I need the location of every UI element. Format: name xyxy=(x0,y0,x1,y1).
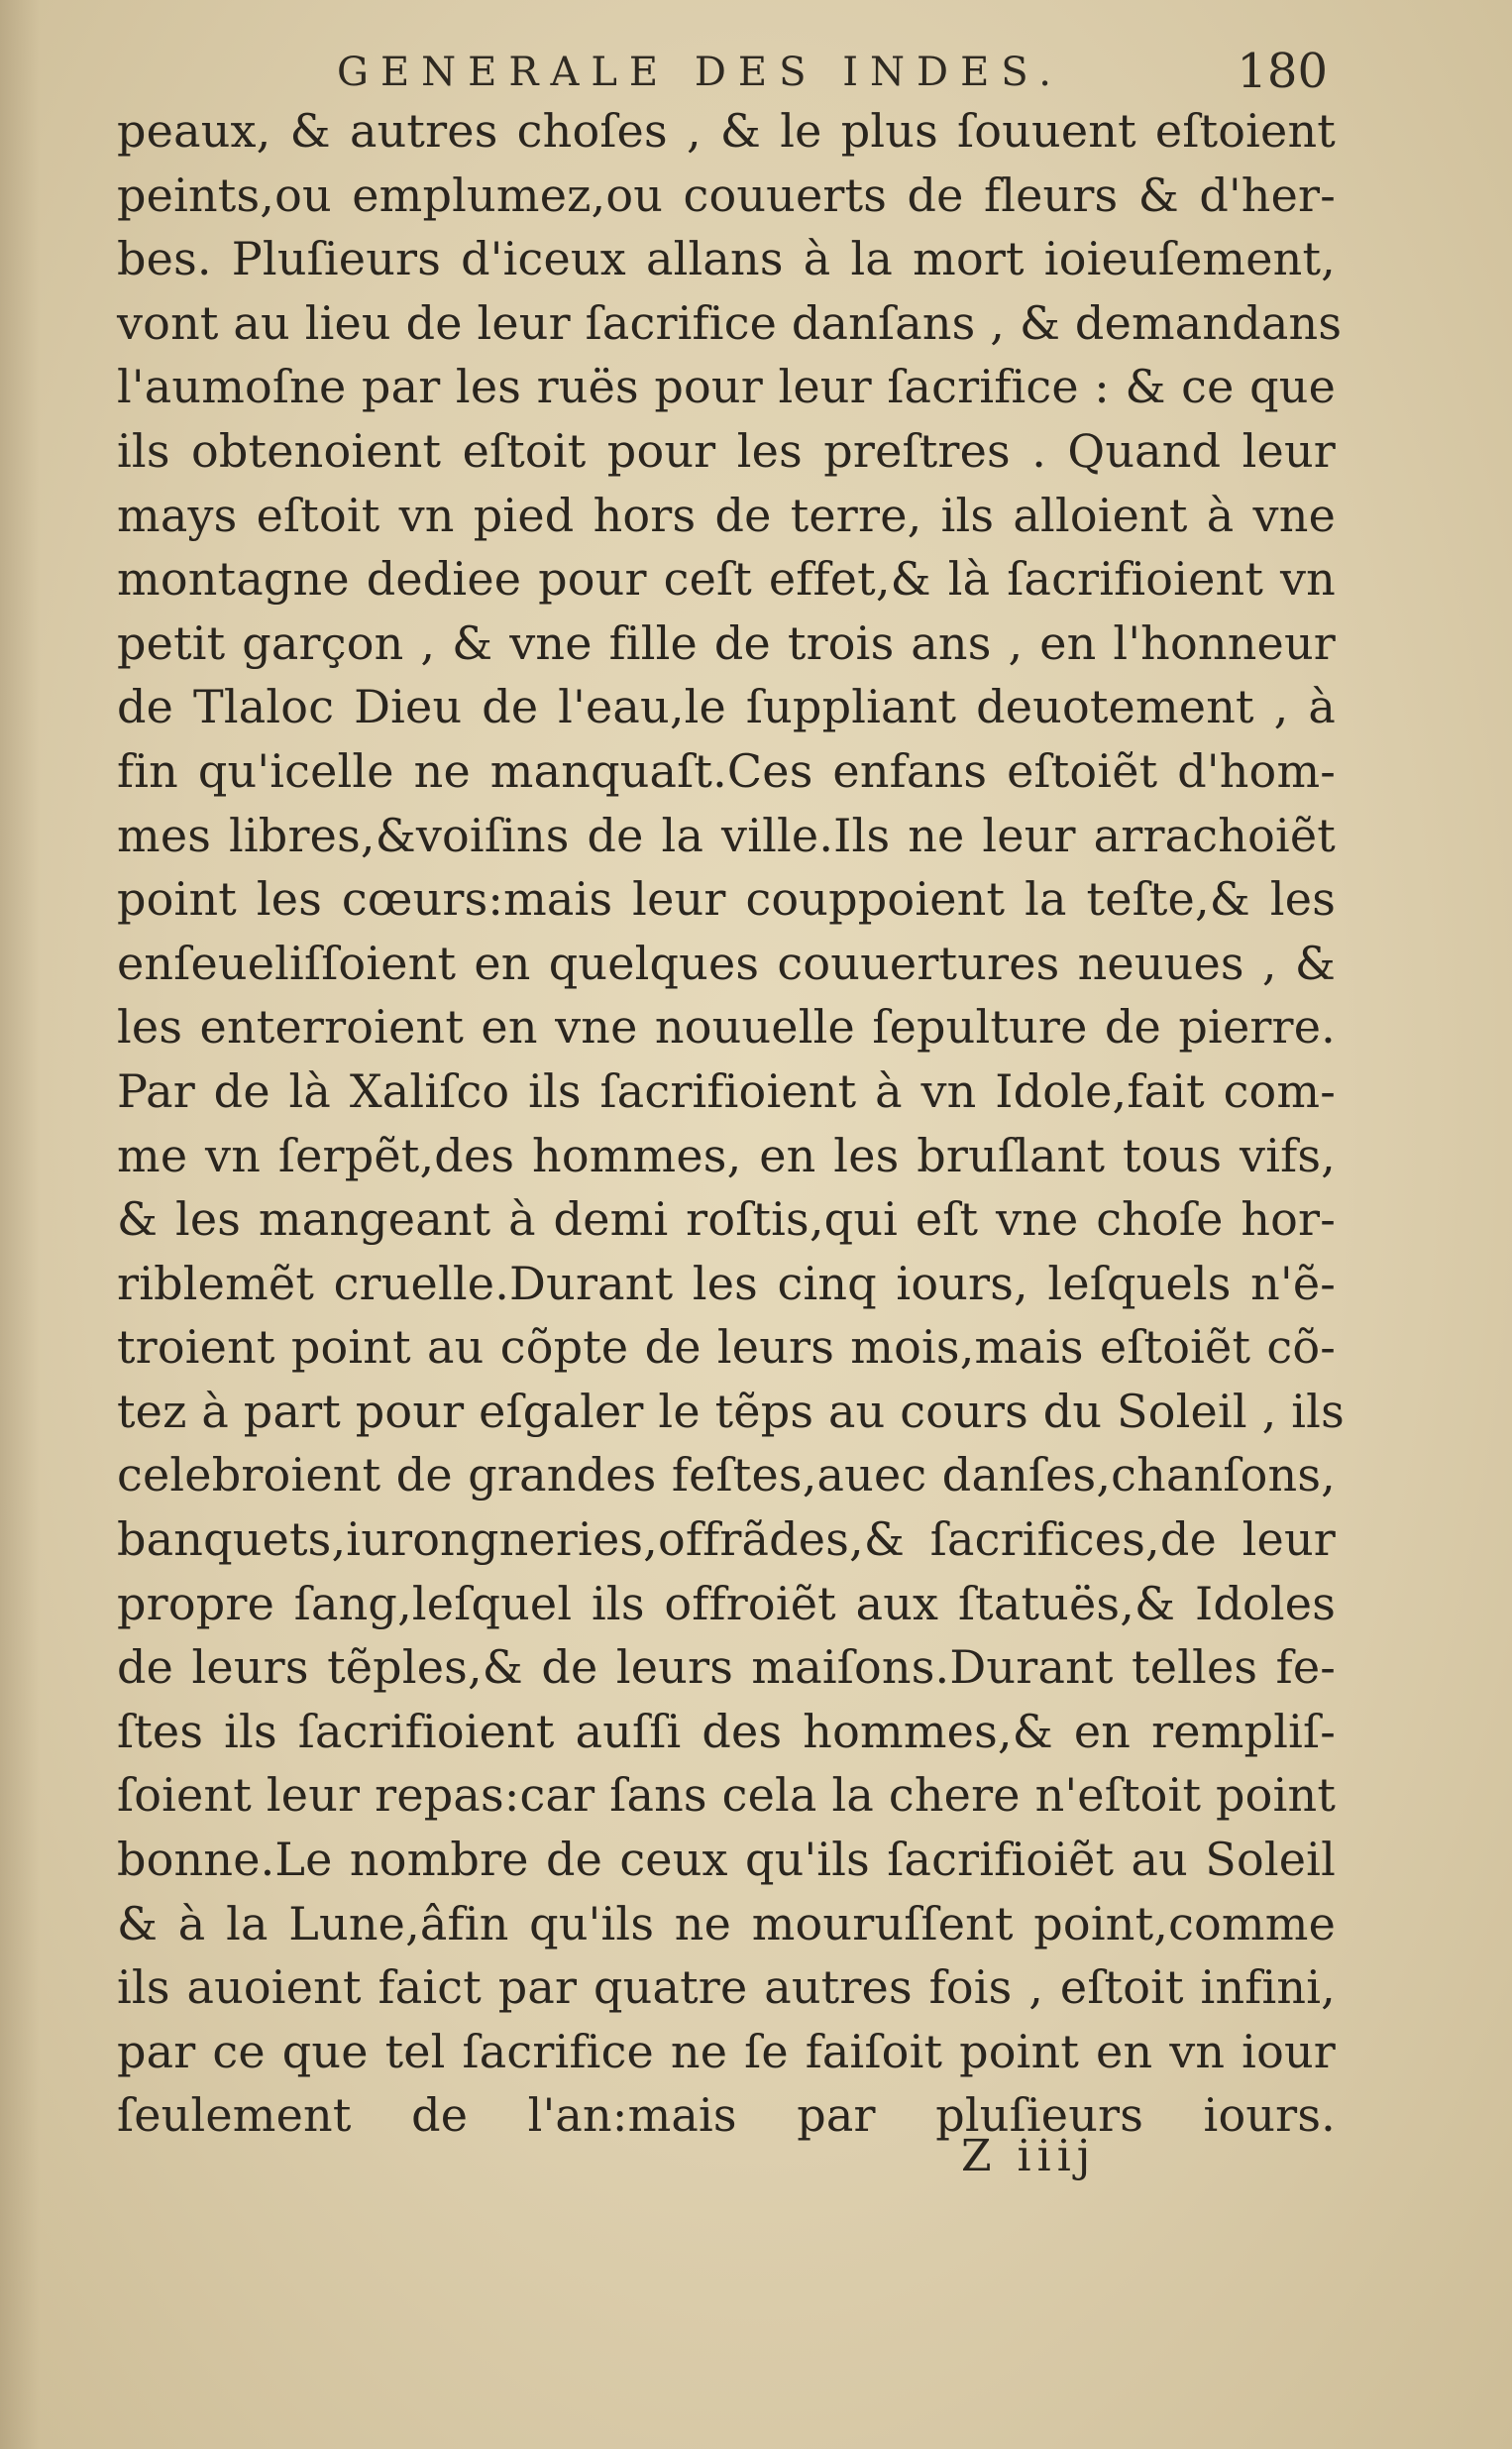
text-line: ſeulement de l'an:mais par pluſieurs iours. xyxy=(117,2088,1336,2143)
text-line: ils auoient faict par quatre autres fois , eſtoit infini, xyxy=(117,1960,1336,2015)
text-line: celebroient de grandes feſtes,auec danſes,chanſons, xyxy=(117,1448,1336,1503)
body-text xyxy=(117,99,1345,2148)
text-line: petit garçon , & vne fille de trois ans , en l'honneur xyxy=(117,615,1336,670)
text-line: les enterroient en vne nouuelle ſepulture de pierre. xyxy=(117,1000,1336,1055)
text-line: troient point au cõpte de leurs mois,mais eſtoiẽt cõ- xyxy=(117,1320,1336,1375)
text-line: propre ſang,leſquel ils offroiẽt aux ſtatuës,& Idoles xyxy=(117,1576,1336,1630)
text-line: ſtes ils ſacrifioient auſſi des hommes,& en rempliſ- xyxy=(117,1704,1336,1758)
text-line: Par de là Xaliſco ils ſacrifioient à vn Idole,fait com- xyxy=(117,1063,1336,1118)
page-number: 180 xyxy=(1237,44,1328,99)
text-line: me vn ſerpẽt,des hommes, en les bruſlant tous vifs, xyxy=(117,1128,1336,1182)
page-header xyxy=(337,40,1328,99)
text-line: & les mangeant à demi roſtis,qui eſt vne choſe hor- xyxy=(117,1192,1336,1247)
text-line: peaux, & autres choſes , & le plus ſouuent eſtoient xyxy=(117,104,1336,158)
signature-mark: Z iiij xyxy=(961,2131,1097,2181)
text-line: riblemẽt cruelle.Durant les cinq iours, leſquels n'ẽ- xyxy=(117,1256,1336,1310)
text-line: de leurs tẽples,& de leurs maiſons.Durant telles fe- xyxy=(117,1640,1336,1695)
text-line: l'aumoſne par les ruës pour leur ſacrifice : & ce que xyxy=(117,360,1336,414)
text-line: & à la Lune,âfin qu'ils ne mouruſſent point,comme xyxy=(117,1896,1336,1950)
text-line: bes. Pluſieurs d'iceux allans à la mort ioieuſement, xyxy=(117,232,1336,286)
text-line: enſeueliſſoient en quelques couuertures neuues , & xyxy=(117,936,1336,990)
text-line: banquets,iurongneries,offrãdes,& ſacrifices,de leur xyxy=(117,1512,1336,1567)
running-title: GENERALE DES INDES. xyxy=(337,50,1063,95)
text-line: peints,ou emplumez,ou couuerts de fleurs & d'her- xyxy=(117,167,1336,222)
text-line: ils obtenoient eſtoit pour les preſtres . Quand leur xyxy=(117,423,1336,478)
text-line: bonne.Le nombre de ceux qu'ils ſacrifioiẽt au Soleil xyxy=(117,1833,1336,1887)
text-line: montagne dediee pour ceſt effet,& là ſacrifioient vn xyxy=(117,552,1336,607)
text-line: mes libres,&voiſins de la ville.Ils ne leur arrachoiẽt xyxy=(117,808,1336,862)
text-line: de Tlaloc Dieu de l'eau,le ſuppliant deuotement , à xyxy=(117,680,1336,734)
text-line: vont au lieu de leur ſacrifice danſans , & demandans xyxy=(117,295,1343,350)
text-line: fin qu'icelle ne manquaſt.Ces enfans eſtoiẽt d'hom- xyxy=(117,743,1336,798)
text-line: tez à part pour eſgaler le tẽps au cours du Soleil , ils xyxy=(117,1384,1345,1438)
text-line: point les cœurs:mais leur couppoient la teſte,& les xyxy=(117,872,1336,927)
text-line: mays eſtoit vn pied hors de terre, ils alloient à vne xyxy=(117,488,1336,542)
text-line: par ce que tel ſacrifice ne ſe faiſoit point en vn iour xyxy=(117,2024,1336,2078)
text-line: ſoient leur repas:car ſans cela la chere n'eſtoit point xyxy=(117,1768,1336,1823)
